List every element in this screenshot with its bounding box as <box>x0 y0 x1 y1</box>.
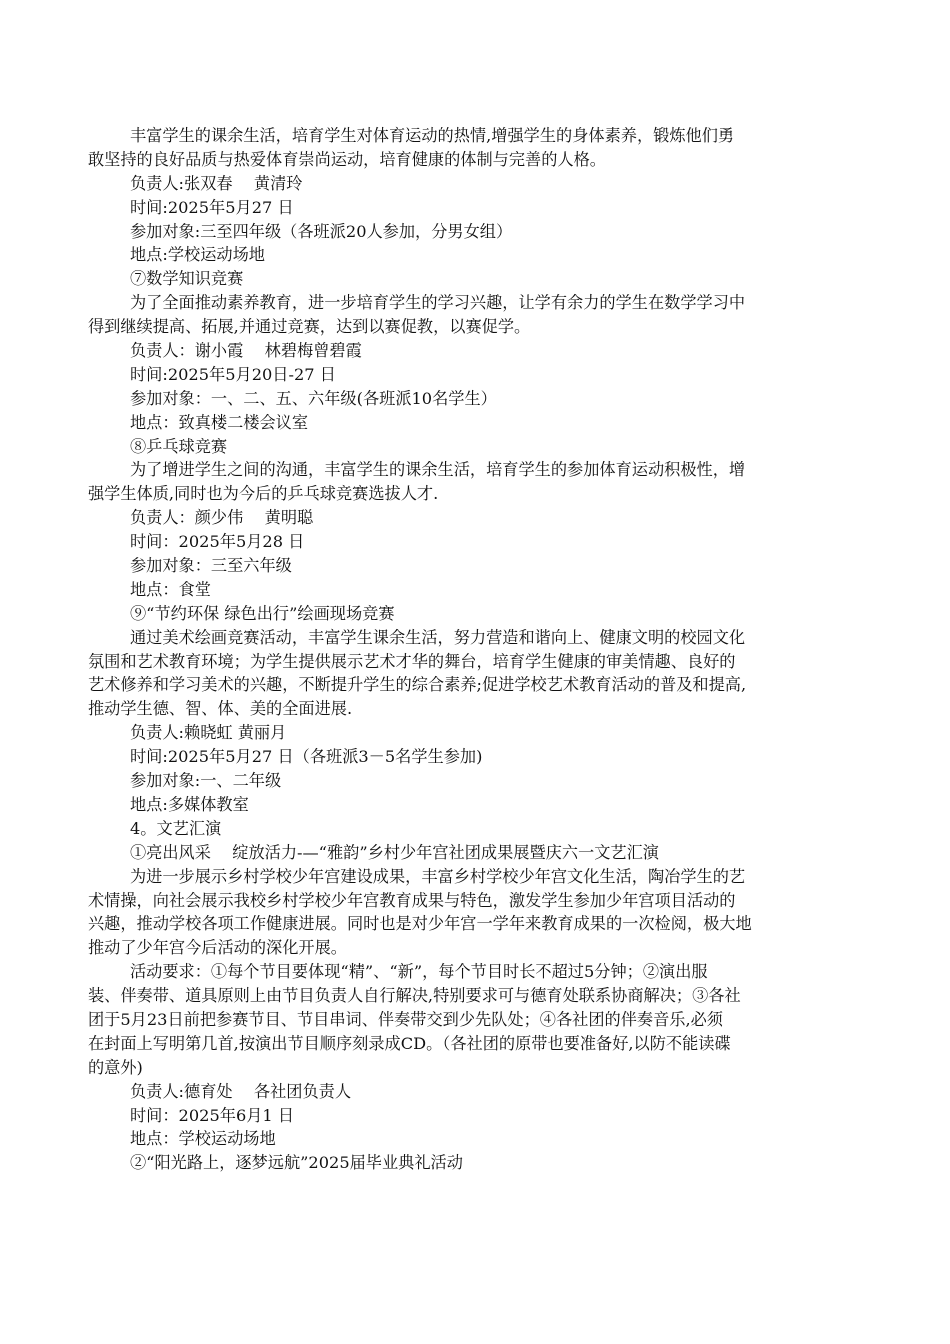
text-line: 参加对象：一、二、五、六年级(各班派10名学生） <box>130 388 497 408</box>
section-heading: ⑨“节约环保 绿色出行”绘画现场竞赛 <box>130 603 395 623</box>
section-heading: ⑦数学知识竞赛 <box>130 269 244 289</box>
text-line: 兴趣，推动学校各项工作健康进展。同时也是对少年宫一学年来教育成果的一次检阅，极大地 <box>88 914 752 934</box>
text-line: 参加对象:一、二年级 <box>130 771 282 791</box>
text-line: 得到继续提高、拓展,并通过竞赛，达到以赛促教，以赛促学。 <box>88 317 531 337</box>
text-line: 时间:2025年5月20日-27 日 <box>130 364 336 384</box>
text-line: 推动学生德、智、体、美的全面进展. <box>88 699 353 719</box>
text-line: 丰富学生的课余生活，培育学生对体育运动的热情,增强学生的身体素养，锻炼他们勇 <box>130 126 735 145</box>
text-line: 通过美术绘画竞赛活动，丰富学生课余生活，努力营造和谐向上、健康文明的校园文化 <box>130 627 746 647</box>
text-line: 为了增进学生之间的沟通，丰富学生的课余生活，培育学生的参加体育运动积极性，增 <box>130 460 746 480</box>
text-line: 地点：致真楼二楼会议室 <box>130 412 309 432</box>
text-line: 强学生体质,同时也为今后的乒乓球竞赛选拔人才. <box>88 484 439 504</box>
text-line: 时间：2025年5月28 日 <box>130 532 305 552</box>
text-line: 推动了少年宫今后活动的深化开展。 <box>88 938 347 958</box>
text-line: 时间：2025年6月1 日 <box>130 1105 295 1125</box>
text-line: 氛围和艺术教育环境；为学生提供展示艺术才华的舞台，培育学生健康的审美情趣、良好的 <box>88 651 736 671</box>
text-line: 艺术修养和学习美术的兴趣，不断提升学生的综合素养;促进学校艺术教育活动的普及和提高, <box>88 675 747 695</box>
text-line: 团于5月23日前把参赛节目、节目串词、伴奏带交到少先队处；④各社团的伴奏音乐,必须 <box>88 1009 723 1029</box>
text-line: 敢坚持的良好品质与热爱体育崇尚运动，培育健康的体制与完善的人格。 <box>88 149 606 169</box>
document-page <box>88 124 868 1175</box>
text-line: 地点:学校运动场地 <box>130 245 265 265</box>
section-heading: ⑧乒乓球竞赛 <box>130 436 228 456</box>
section-heading: ①亮出风采 绽放活力-—“雅韵”乡村少年宫社团成果展暨庆六一文艺汇演 <box>130 842 659 862</box>
text-line: 时间:2025年5月27 日 <box>130 197 294 217</box>
text-line: 时间:2025年5月27 日（各班派3－5名学生参加) <box>130 747 483 767</box>
text-line: 的意外) <box>88 1057 143 1077</box>
text-line: 负责人:张双春 黄清玲 <box>130 173 303 193</box>
section-heading: 4。文艺汇演 <box>130 818 222 838</box>
text-line: 术情操，向社会展示我校乡村学校少年宫教育成果与特色，激发学生参加少年宫项目活动的 <box>88 890 736 910</box>
text-line: 装、伴奏带、道具原则上由节目负责人自行解决,特别要求可与德育处联系协商解决；③各社 <box>88 986 741 1006</box>
text-line: 负责人：颜少伟 黄明聪 <box>130 508 314 528</box>
text-line: 负责人：谢小霞 林碧梅曾碧霞 <box>130 341 362 361</box>
text-line: 负责人:德育处 各社团负责人 <box>130 1081 352 1101</box>
text-line: 地点：学校运动场地 <box>130 1129 276 1149</box>
text-line: 地点：食堂 <box>130 579 211 599</box>
text-line: 为进一步展示乡村学校少年宫建设成果，丰富乡村学校少年宫文化生活，陶冶学生的艺 <box>130 866 746 886</box>
text-line: 地点:多媒体教室 <box>130 794 249 814</box>
section-heading: ②“阳光路上，逐梦远航”2025届毕业典礼活动 <box>130 1153 463 1173</box>
text-line: 负责人:赖晓虹 黄丽月 <box>130 723 287 743</box>
text-line: 为了全面推动素养教育，进一步培育学生的学习兴趣，让学有余力的学生在数学学习中 <box>130 293 746 313</box>
text-line: 参加对象:三至四年级（各班派20人参加，分男女组） <box>130 221 513 241</box>
text-line: 活动要求：①每个节目要体现“精”、“新”，每个节目时长不超过5分钟；②演出服 <box>130 962 708 982</box>
text-line: 在封面上写明第几首,按演出节目顺序刻录成CD。（各社团的原带也要准备好,以防不能读碟 <box>88 1033 731 1053</box>
text-line: 参加对象：三至六年级 <box>130 556 292 576</box>
